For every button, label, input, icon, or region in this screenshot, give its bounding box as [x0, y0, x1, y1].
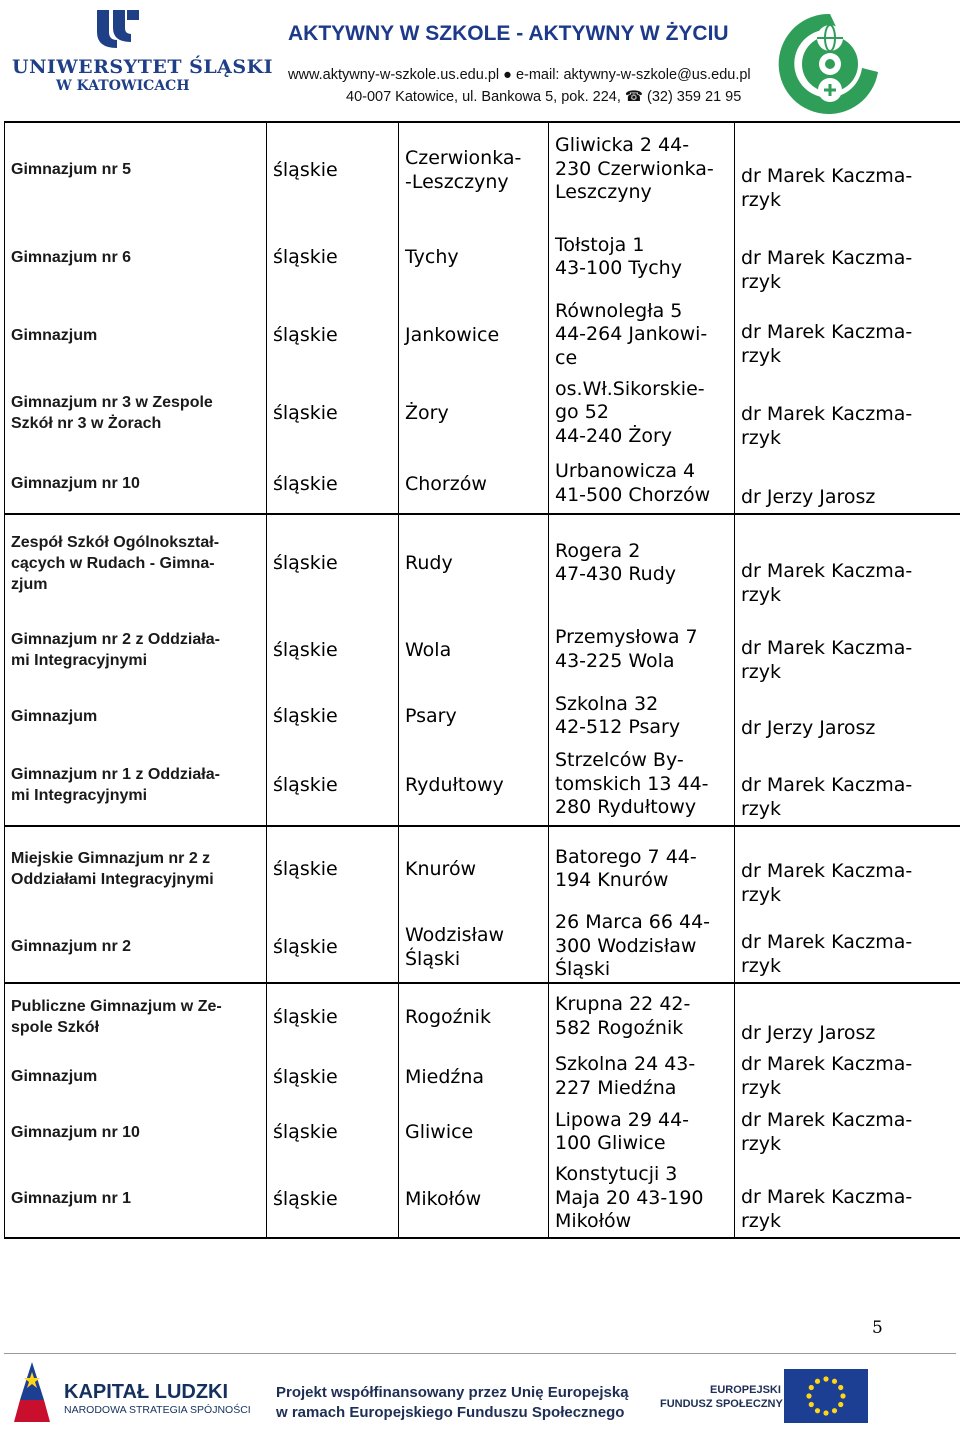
- city-cell: Mikołów: [399, 1160, 549, 1238]
- contact-line: www.aktywny-w-szkole.us.edu.pl ● e-mail: aktywny-w-szkole@us.edu.pl: [288, 67, 751, 83]
- tutor-cell: dr Marek Kaczma- rzyk: [735, 611, 960, 688]
- table-row: [5, 1104, 960, 1160]
- tutor-cell: dr Marek Kaczma- rzyk: [735, 1160, 960, 1238]
- voivodeship-cell: śląskie: [267, 216, 399, 298]
- school-name-cell: Gimnazjum nr 6: [5, 216, 267, 298]
- eu-star-icon: [823, 1376, 828, 1381]
- address-cell: Przemysłowa 7 43-225 Wola: [549, 611, 735, 688]
- eu-star-icon: [815, 1408, 820, 1413]
- city-cell: Rudy: [399, 514, 549, 611]
- table-row: [5, 514, 960, 611]
- city-cell: Knurów: [399, 826, 549, 911]
- school-name-cell: Gimnazjum nr 5: [5, 122, 267, 216]
- voivodeship-cell: śląskie: [267, 688, 399, 744]
- eu-star-icon: [809, 1402, 814, 1407]
- eu-star-icon: [823, 1410, 828, 1415]
- city-cell: Żory: [399, 372, 549, 454]
- table-row: [5, 298, 960, 372]
- address-cell: Konstytucji 3 Maja 20 43-190 Mikołów: [549, 1160, 735, 1238]
- table-row: [5, 744, 960, 826]
- school-name-cell: Gimnazjum nr 2 z Oddziała- mi Integracyjnymi: [5, 611, 267, 688]
- table-row: [5, 1160, 960, 1238]
- school-name-cell: Miejskie Gimnazjum nr 2 z Oddziałami Integracyjnymi: [5, 826, 267, 911]
- tutor-cell: dr Jerzy Jarosz: [735, 454, 960, 514]
- tutor-cell: dr Marek Kaczma- rzyk: [735, 216, 960, 298]
- school-name-cell: Zespół Szkół Ogólnokształ- cących w Rudach - Gimna- zjum: [5, 514, 267, 611]
- city-cell: Rogoźnik: [399, 983, 549, 1049]
- efs-line-1: EUROPEJSKI: [710, 1384, 781, 1396]
- voivodeship-cell: śląskie: [267, 744, 399, 826]
- voivodeship-cell: śląskie: [267, 826, 399, 911]
- voivodeship-cell: śląskie: [267, 514, 399, 611]
- table-row: [5, 216, 960, 298]
- address-cell: Tołstoja 1 43-100 Tychy: [549, 216, 735, 298]
- city-cell: Czerwionka- -Leszczyny: [399, 122, 549, 216]
- eu-star-icon: [806, 1393, 811, 1398]
- kapital-ludzki-title: KAPITAŁ LUDZKI: [64, 1381, 229, 1403]
- eu-star-icon: [840, 1393, 845, 1398]
- school-name-cell: Gimnazjum nr 3 w Zespole Szkół nr 3 w Żorach: [5, 372, 267, 454]
- cofinance-line-2: w ramach Europejskiego Funduszu Społecznego: [276, 1404, 625, 1421]
- address-cell: os.Wł.Sikorskie- go 52 44-240 Żory: [549, 372, 735, 454]
- address-cell: 26 Marca 66 44- 300 Wodzisław Śląski: [549, 911, 735, 983]
- table-row: [5, 911, 960, 983]
- voivodeship-cell: śląskie: [267, 298, 399, 372]
- address-cell: Gliwicka 2 44- 230 Czerwionka- Leszczyny: [549, 122, 735, 216]
- project-title: AKTYWNY W SZKOLE - AKTYWNY W ŻYCIU: [288, 22, 729, 45]
- university-emblem-icon: [91, 6, 143, 52]
- kapital-ludzki-icon: [6, 1360, 58, 1424]
- school-name-cell: Publiczne Gimnazjum w Ze- spole Szkół: [5, 983, 267, 1049]
- address-cell: Lipowa 29 44- 100 Gliwice: [549, 1104, 735, 1160]
- eu-flag-icon: [784, 1369, 868, 1423]
- voivodeship-cell: śląskie: [267, 1160, 399, 1238]
- globe-logo-icon: [774, 8, 886, 120]
- voivodeship-cell: śląskie: [267, 1104, 399, 1160]
- footer-divider: [4, 1353, 956, 1354]
- address-cell: Szkolna 32 42-512 Psary: [549, 688, 735, 744]
- eu-star-icon: [832, 1379, 837, 1384]
- address-cell: Strzelców By- tomskich 13 44- 280 Rydułtowy: [549, 744, 735, 826]
- table-row: [5, 611, 960, 688]
- university-logo: [6, 4, 274, 104]
- voivodeship-cell: śląskie: [267, 122, 399, 216]
- table-row: [5, 983, 960, 1049]
- tutor-cell: dr Marek Kaczma- rzyk: [735, 911, 960, 983]
- university-name: UNIWERSYTET ŚLĄSKI: [12, 56, 274, 78]
- tutor-cell: dr Jerzy Jarosz: [735, 688, 960, 744]
- voivodeship-cell: śląskie: [267, 454, 399, 514]
- city-cell: Rydułtowy: [399, 744, 549, 826]
- table-row: [5, 688, 960, 744]
- city-cell: Psary: [399, 688, 549, 744]
- tutor-cell: dr Marek Kaczma- rzyk: [735, 1049, 960, 1104]
- table-row: [5, 122, 960, 216]
- eu-star-icon: [809, 1385, 814, 1390]
- table-row: [5, 826, 960, 911]
- tutor-cell: dr Marek Kaczma- rzyk: [735, 1104, 960, 1160]
- address-cell: Równoległa 5 44-264 Jankowi- ce: [549, 298, 735, 372]
- school-name-cell: Gimnazjum nr 10: [5, 454, 267, 514]
- school-name-cell: Gimnazjum nr 1 z Oddziała- mi Integracyjnymi: [5, 744, 267, 826]
- page-header: [0, 0, 960, 120]
- schools-table: [4, 121, 960, 1239]
- eu-star-icon: [815, 1379, 820, 1384]
- tutor-cell: dr Marek Kaczma- rzyk: [735, 372, 960, 454]
- voivodeship-cell: śląskie: [267, 983, 399, 1049]
- address-line: 40-007 Katowice, ul. Bankowa 5, pok. 224, ☎ (32) 359 21 95: [346, 89, 742, 105]
- table-row: [5, 372, 960, 454]
- page-number: 5: [872, 1318, 883, 1338]
- cofinance-line-1: Projekt współfinansowany przez Unię Europejską: [276, 1384, 629, 1401]
- city-cell: Jankowice: [399, 298, 549, 372]
- voivodeship-cell: śląskie: [267, 1049, 399, 1104]
- tutor-cell: dr Marek Kaczma- rzyk: [735, 744, 960, 826]
- school-name-cell: Gimnazjum: [5, 1049, 267, 1104]
- school-name-cell: Gimnazjum nr 10: [5, 1104, 267, 1160]
- address-cell: Urbanowicza 4 41-500 Chorzów: [549, 454, 735, 514]
- address-cell: Rogera 2 47-430 Rudy: [549, 514, 735, 611]
- table-row: [5, 454, 960, 514]
- city-cell: Wodzisław Śląski: [399, 911, 549, 983]
- tutor-cell: dr Marek Kaczma- rzyk: [735, 826, 960, 911]
- voivodeship-cell: śląskie: [267, 372, 399, 454]
- city-cell: Wola: [399, 611, 549, 688]
- school-name-cell: Gimnazjum: [5, 298, 267, 372]
- eu-star-icon: [832, 1408, 837, 1413]
- address-cell: Krupna 22 42- 582 Rogoźnik: [549, 983, 735, 1049]
- city-cell: Miedźna: [399, 1049, 549, 1104]
- tutor-cell: dr Marek Kaczma- rzyk: [735, 514, 960, 611]
- tutor-cell: dr Marek Kaczma- rzyk: [735, 298, 960, 372]
- city-cell: Gliwice: [399, 1104, 549, 1160]
- eu-star-icon: [838, 1385, 843, 1390]
- university-city: W KATOWICACH: [56, 78, 190, 94]
- tutor-cell: dr Marek Kaczma- rzyk: [735, 122, 960, 216]
- efs-line-2: FUNDUSZ SPOŁECZNY: [660, 1398, 783, 1410]
- address-cell: Batorego 7 44- 194 Knurów: [549, 826, 735, 911]
- tutor-cell: dr Jerzy Jarosz: [735, 983, 960, 1049]
- voivodeship-cell: śląskie: [267, 911, 399, 983]
- voivodeship-cell: śląskie: [267, 611, 399, 688]
- school-name-cell: Gimnazjum nr 1: [5, 1160, 267, 1238]
- eu-star-icon: [838, 1402, 843, 1407]
- address-cell: Szkolna 24 43- 227 Miedźna: [549, 1049, 735, 1104]
- school-name-cell: Gimnazjum: [5, 688, 267, 744]
- school-name-cell: Gimnazjum nr 2: [5, 911, 267, 983]
- city-cell: Tychy: [399, 216, 549, 298]
- table-row: [5, 1049, 960, 1104]
- city-cell: Chorzów: [399, 454, 549, 514]
- kapital-ludzki-subtitle: NARODOWA STRATEGIA SPÓJNOŚCI: [64, 1404, 251, 1416]
